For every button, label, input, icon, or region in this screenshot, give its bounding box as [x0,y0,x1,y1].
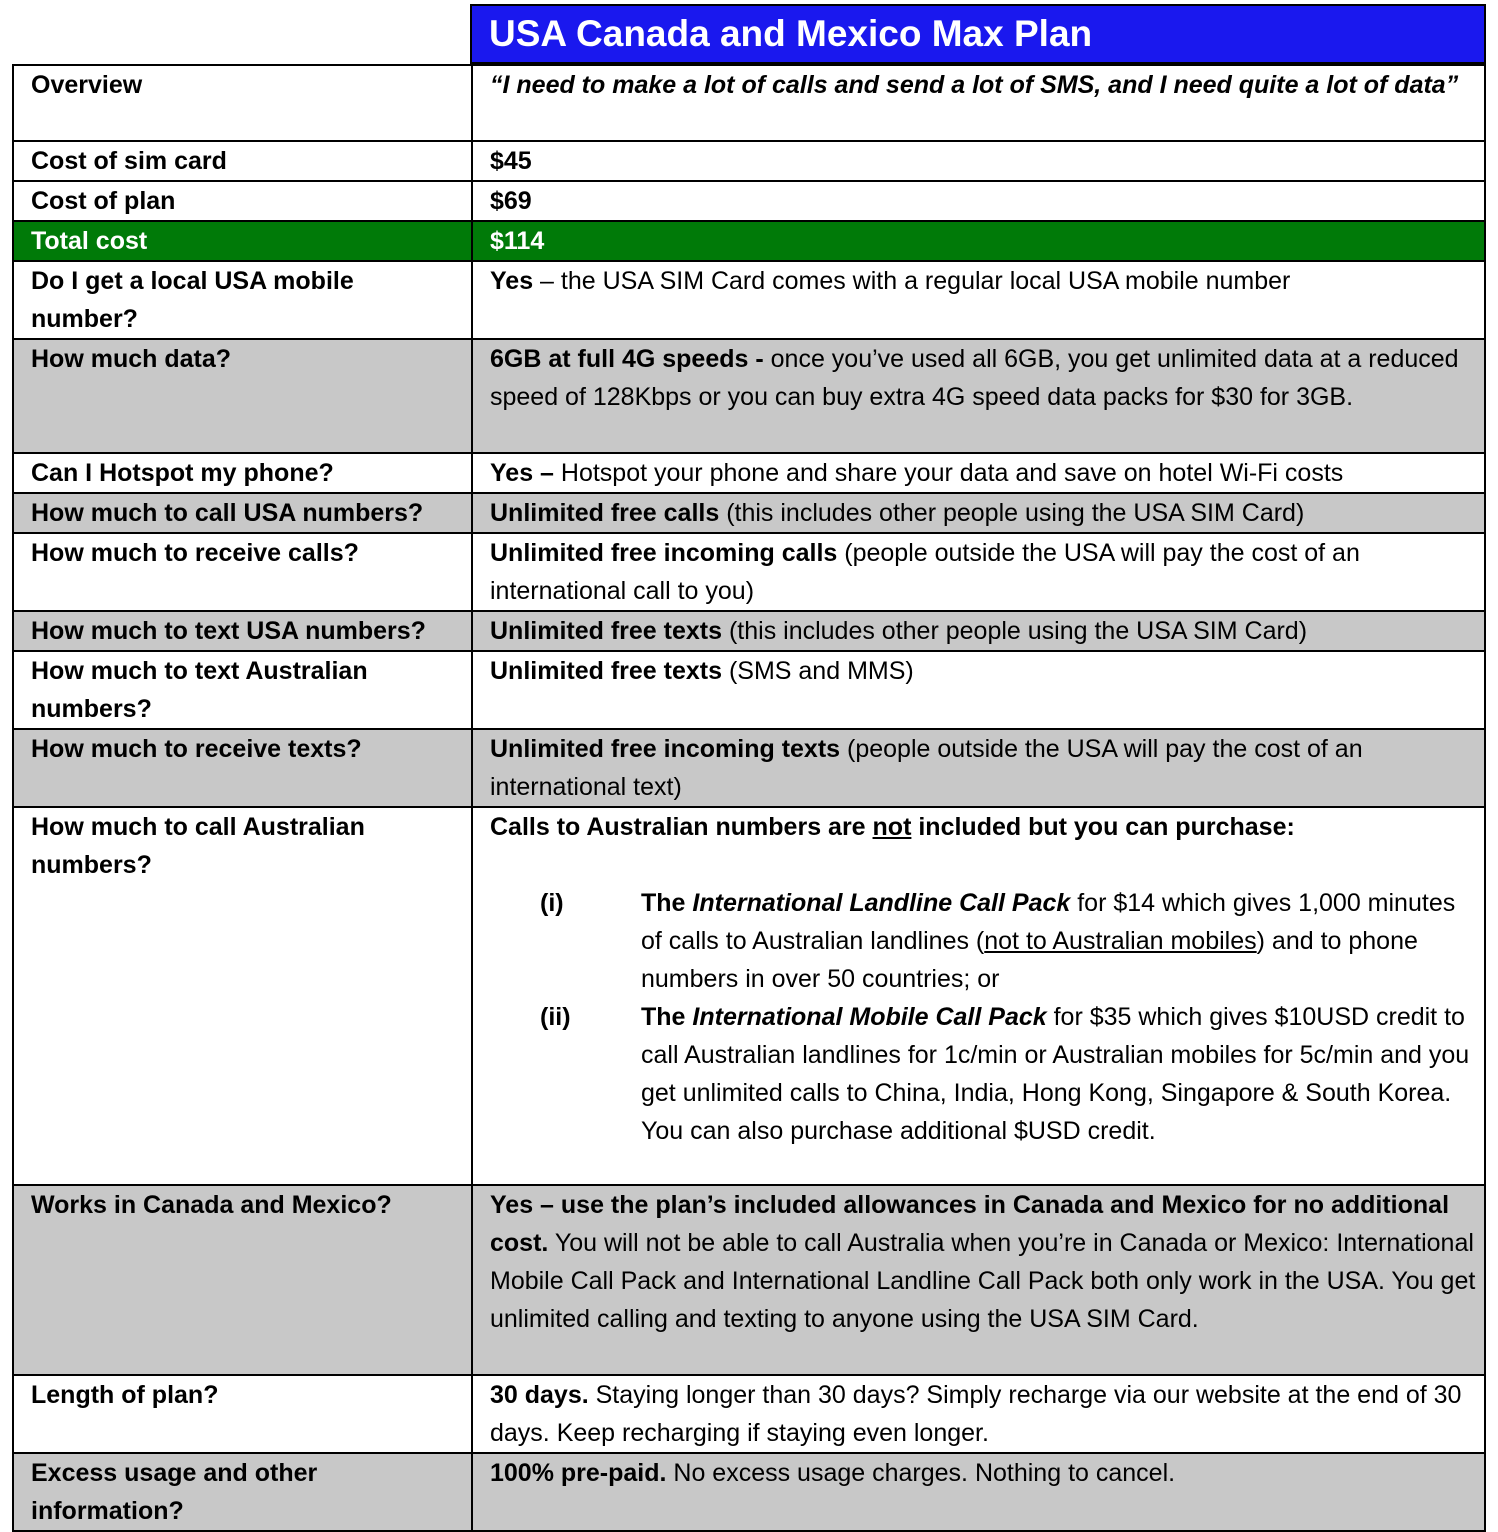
call-aus-intro: Calls to Australian numbers are not included but you can purchase: [490,813,1295,841]
label-data: How much data? [13,339,472,453]
value-call-aus [472,807,1485,1185]
list-item-landline-pack: (i) The International Landline Call Pack for $14 which gives 1,000 minutes of calls to Australian landlines (not to Australian mobiles) and to phone numbers in over 50 countries; or [540,889,1456,993]
list-item-mobile-pack: (ii) The International Mobile Call Pack for $35 which gives $10USD credit to call Australian landlines for 1c/min or Australian mobiles for 5c/min and you get unlimited calls to China, India, Hong Kong, Singapore & South Korea. You can also purchase additional $USD credit. [540,1003,1470,1145]
value-data: 6GB at full 4G speeds - once you’ve used all 6GB, you get unlimited data at a reduced speed of 128Kbps or you can buy extra 4G speed data packs for $30 for 3GB. [472,339,1485,453]
value-text-aus: Unlimited free texts (SMS and MMS) [472,651,1485,729]
label-receive-texts: How much to receive texts? [13,729,472,807]
table-row-data [13,339,1485,453]
value-receive-calls: Unlimited free incoming calls (people outside the USA will pay the cost of an international call to you) [472,533,1485,611]
label-length: Length of plan? [13,1375,472,1453]
table-row-overview [13,65,1485,141]
plan-title: USA Canada and Mexico Max Plan [470,4,1486,64]
table-row-total-cost [13,221,1485,261]
value-overview: “I need to make a lot of calls and send a lot of SMS, and I need quite a lot of data” [472,65,1485,141]
table-row-text-aus [13,651,1485,729]
value-local-number: Yes – the USA SIM Card comes with a regular local USA mobile number [472,261,1485,339]
table-row-call-usa [13,493,1485,533]
label-receive-calls: How much to receive calls? [13,533,472,611]
value-receive-texts: Unlimited free incoming texts (people outside the USA will pay the cost of an international text) [472,729,1485,807]
table-row-receive-calls [13,533,1485,611]
value-canada-mexico: Yes – use the plan’s included allowances in Canada and Mexico for no additional cost. You will not be able to call Australia when you’re in Canada or Mexico: International Mobile Call Pack and International Landline Call Pack both only work in the USA. You get unlimited calling and texting to anyone using the USA SIM Card. [472,1185,1485,1375]
label-total-cost: Total cost [13,221,472,261]
label-text-aus: How much to text Australian numbers? [13,651,472,729]
table-row-call-aus [13,807,1485,1185]
table-row-receive-texts [13,729,1485,807]
table-row-canada-mexico [13,1185,1485,1375]
label-plan-cost: Cost of plan [13,181,472,221]
label-text-usa: How much to text USA numbers? [13,611,472,651]
value-text-usa: Unlimited free texts (this includes other people using the USA SIM Card) [472,611,1485,651]
label-excess: Excess usage and other information? [13,1453,472,1531]
value-total-cost: $114 [472,221,1485,261]
value-call-usa: Unlimited free calls (this includes other people using the USA SIM Card) [472,493,1485,533]
table-row-length [13,1375,1485,1453]
table-row-excess [13,1453,1485,1531]
label-local-number: Do I get a local USA mobile number? [13,261,472,339]
table-row-text-usa [13,611,1485,651]
label-call-aus: How much to call Australian numbers? [13,807,472,1185]
plan-table [12,64,1486,1532]
table-row-sim-cost [13,141,1485,181]
table-row-plan-cost [13,181,1485,221]
label-canada-mexico: Works in Canada and Mexico? [13,1185,472,1375]
label-overview: Overview [13,65,472,141]
table-row-local-number [13,261,1485,339]
value-sim-cost: $45 [472,141,1485,181]
table-row-hotspot [13,453,1485,493]
value-plan-cost: $69 [472,181,1485,221]
label-sim-cost: Cost of sim card [13,141,472,181]
value-hotspot: Yes – Hotspot your phone and share your data and save on hotel Wi-Fi costs [472,453,1485,493]
value-length: 30 days. Staying longer than 30 days? Simply recharge via our website at the end of 30 days. Keep recharging if staying even longer. [472,1375,1485,1453]
value-excess: 100% pre-paid. No excess usage charges. Nothing to cancel. [472,1453,1485,1531]
label-hotspot: Can I Hotspot my phone? [13,453,472,493]
label-call-usa: How much to call USA numbers? [13,493,472,533]
